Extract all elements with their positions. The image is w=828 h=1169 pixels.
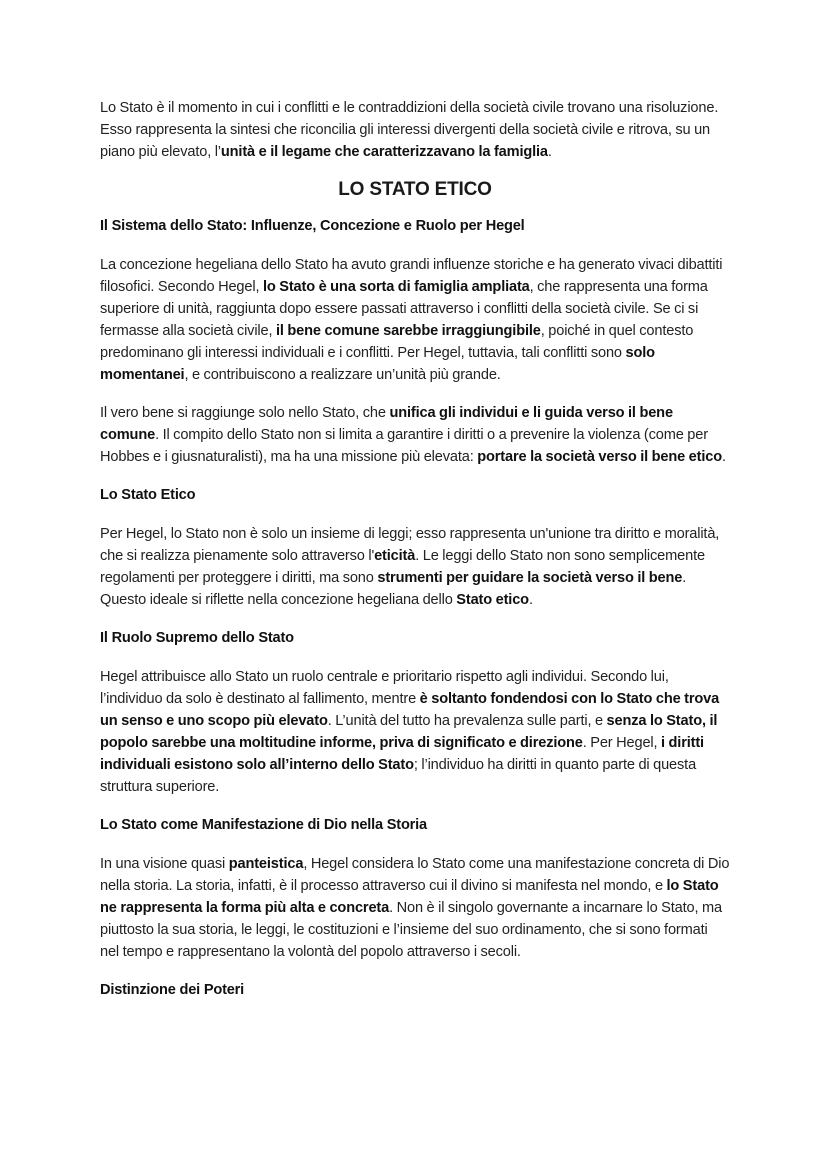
spacer — [100, 611, 730, 627]
spacer — [100, 386, 730, 402]
text-run: . — [528, 592, 533, 608]
spacer — [100, 203, 730, 215]
bold-run: panteistica — [228, 856, 304, 872]
spacer — [100, 963, 730, 979]
bold-run: è soltanto fondendosi con lo Stato che trova un senso e uno scopo più elevato — [100, 691, 720, 729]
text-run: . L’unità del tutto ha prevalenza sulle parti, e — [327, 713, 607, 729]
section-heading-manifestazione-di-dio: Lo Stato come Manifestazione di Dio nella Storia — [100, 817, 427, 833]
bold-run: strumenti per guidare la società verso il bene — [377, 570, 683, 586]
text-run: , poiché in quel contesto predominano gli interessi individuali e i conflitti. Per Hegel, tuttavia, tali conflitti sono — [100, 323, 694, 361]
bold-run: il bene comune sarebbe irraggiungibile — [275, 323, 541, 339]
paragraph-concezione-hegeliana — [100, 254, 730, 386]
bold-run: portare la società verso il bene etico — [477, 449, 722, 465]
text-run: . Non è il singolo governante a incarnare lo Stato, ma piuttosto la sua storia, le leggi, le costituzioni e l’insieme del suo ordinamento, che si sono formati nel tempo e rappresentano la volontà del popolo attraverso i secoli. — [100, 900, 722, 960]
bold-run: eticità — [374, 548, 416, 564]
text-run: , Hegel considera lo Stato come una manifestazione concreta di Dio nella storia. La storia, infatti, è il processo attraverso cui il divino si manifesta nel mondo, e — [100, 856, 730, 894]
text-run: Per Hegel, lo Stato non è solo un insieme di leggi; esso rappresenta un'unione tra diritto e moralità, che si realizza pienamente solo attraverso l' — [100, 526, 720, 564]
section-heading-distinzione-dei-poteri: Distinzione dei Poteri — [100, 982, 244, 998]
paragraph-manifestazione-di-dio — [100, 853, 730, 963]
document-page — [100, 97, 730, 1001]
text-run: ; l’individuo ha diritti in quanto parte di questa struttura superiore. — [100, 757, 697, 795]
page-title: LO STATO ETICO — [338, 179, 492, 200]
bold-run: Stato etico — [456, 592, 529, 608]
spacer — [100, 468, 730, 484]
spacer — [100, 798, 730, 814]
text-run: , che rappresenta una forma superiore di unità, raggiunta dopo essere passati attraverso i conflitti della società civile. Se ci si fermasse alla società civile, — [100, 279, 708, 339]
text-run: . Per Hegel, — [582, 735, 662, 751]
spacer — [100, 237, 730, 254]
bold-run: unifica gli individui e li guida verso il bene comune — [100, 405, 673, 443]
bold-run: lo Stato ne rappresenta la forma più alta e concreta — [100, 878, 719, 916]
bold-run: unità e il legame che caratterizzavano la famiglia — [220, 144, 548, 160]
bold-run: lo Stato è una sorta di famiglia ampliata — [262, 279, 530, 295]
spacer — [100, 649, 730, 666]
text-run: Lo Stato è il momento in cui i conflitti e le contraddizioni della società civile trovano una risoluzione. Esso rappresenta la sintesi che riconcilia gli interessi divergenti della società civile e ritrova, su un piano più elevato, l’ — [100, 100, 719, 160]
section-heading-ruolo-supremo: Il Ruolo Supremo dello Stato — [100, 630, 294, 646]
text-run: , e contribuiscono a realizzare un’unità più grande. — [184, 367, 501, 383]
bold-run: senza lo Stato, il popolo sarebbe una moltitudine informe, priva di significato e direzione — [100, 713, 718, 751]
text-run: Hegel attribuisce allo Stato un ruolo centrale e prioritario rispetto agli individui. Secondo lui, l’individuo da solo è destinato al fallimento, mentre — [100, 669, 669, 707]
spacer — [100, 506, 730, 523]
paragraph-stato-etico — [100, 523, 730, 611]
text-run: Il vero bene si raggiunge solo nello Stato, che — [100, 405, 390, 421]
spacer — [100, 836, 730, 853]
text-run: La concezione hegeliana dello Stato ha avuto grandi influenze storiche e ha generato vivaci dibattiti filosofici. Secondo Hegel, — [100, 257, 723, 295]
text-run: . — [721, 449, 726, 465]
paragraph-vero-bene — [100, 402, 730, 468]
section-heading-stato-etico: Lo Stato Etico — [100, 487, 196, 503]
bold-run: i diritti individuali esistono solo all’interno dello Stato — [100, 735, 704, 773]
intro-paragraph — [100, 97, 730, 163]
bold-run: solo momentanei — [100, 345, 655, 383]
text-run: . Il compito dello Stato non si limita a garantire i diritti o a prevenire la violenza (come per Hobbes e i giusnaturalisti), ma ha una missione più elevata: — [100, 427, 708, 465]
text-run: In una visione quasi — [100, 856, 229, 872]
section-heading-sistema-dello-stato: Il Sistema dello Stato: Influenze, Concezione e Ruolo per Hegel — [100, 218, 525, 234]
text-run: . Le leggi dello Stato non sono semplicemente regolamenti per proteggere i diritti, ma sono — [100, 548, 705, 586]
text-run: . — [547, 144, 552, 160]
paragraph-ruolo-supremo — [100, 666, 730, 798]
text-run: . Questo ideale si riflette nella concezione hegeliana dello — [100, 570, 687, 608]
